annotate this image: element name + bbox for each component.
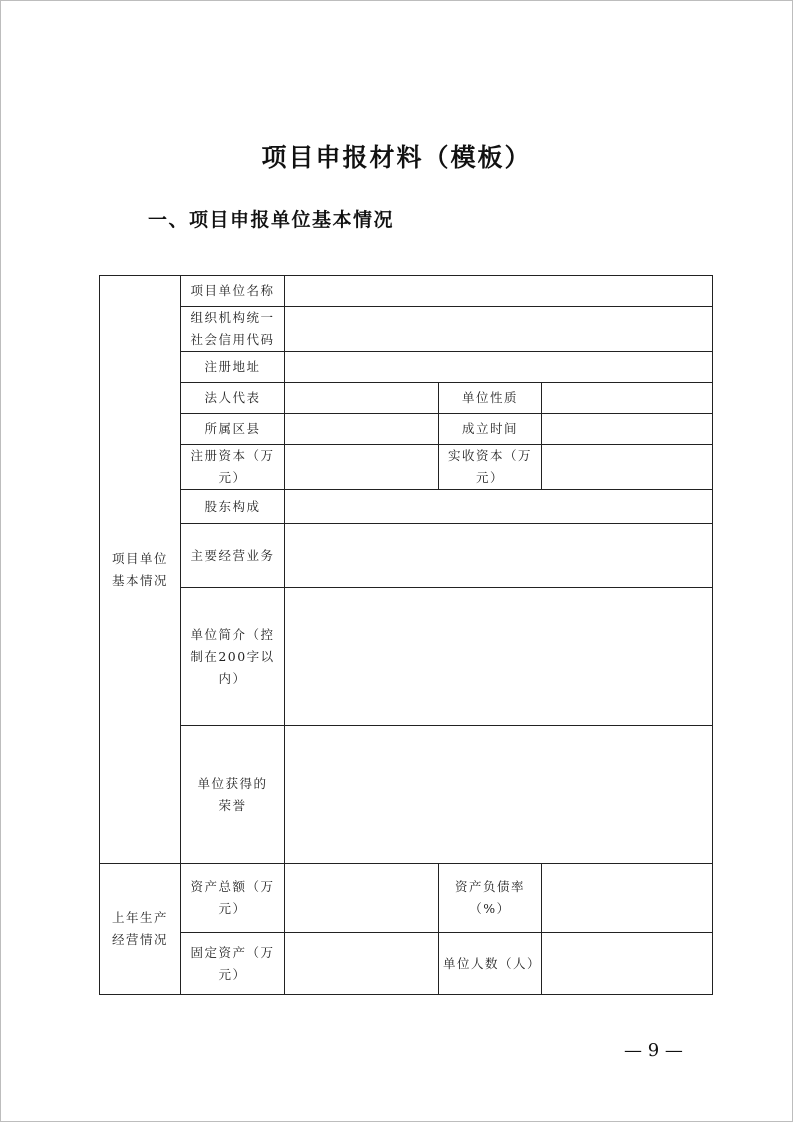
field-paid-capital[interactable] xyxy=(542,445,713,490)
field-unit-type[interactable] xyxy=(542,383,713,414)
label-reg-capital: 注册资本（万元） xyxy=(181,445,285,490)
label-total-assets: 资产总额（万元） xyxy=(181,864,285,933)
table-row xyxy=(100,307,713,352)
application-form-table xyxy=(99,275,713,995)
table-row xyxy=(100,933,713,995)
label-profile: 单位简介（控制在200字以内） xyxy=(181,588,285,726)
field-honors[interactable] xyxy=(285,726,713,864)
label-address: 注册地址 xyxy=(181,352,285,383)
field-legal-rep[interactable] xyxy=(285,383,439,414)
label-credit-code: 组织机构统一社会信用代码 xyxy=(181,307,285,352)
field-district[interactable] xyxy=(285,414,439,445)
label-unit-type: 单位性质 xyxy=(439,383,542,414)
field-unit-name[interactable] xyxy=(285,276,713,307)
page-number: — 9 — xyxy=(624,1040,683,1061)
table-row xyxy=(100,276,713,307)
label-unit-name: 项目单位名称 xyxy=(181,276,285,307)
label-headcount: 单位人数（人） xyxy=(439,933,542,995)
label-shareholders: 股东构成 xyxy=(181,490,285,524)
label-debt-ratio: 资产负债率（%） xyxy=(439,864,542,933)
group-label-prev-year: 上年生产经营情况 xyxy=(100,864,181,995)
table-row xyxy=(100,414,713,445)
label-business: 主要经营业务 xyxy=(181,524,285,588)
table-row xyxy=(100,864,713,933)
label-legal-rep: 法人代表 xyxy=(181,383,285,414)
section-heading: 一、项目申报单位基本情况 xyxy=(148,209,395,231)
field-fixed-assets[interactable] xyxy=(285,933,439,995)
label-paid-capital: 实收资本（万元） xyxy=(439,445,542,490)
field-credit-code[interactable] xyxy=(285,307,713,352)
field-total-assets[interactable] xyxy=(285,864,439,933)
table-row xyxy=(100,726,713,864)
field-shareholders[interactable] xyxy=(285,490,713,524)
field-address[interactable] xyxy=(285,352,713,383)
field-headcount[interactable] xyxy=(542,933,713,995)
field-business[interactable] xyxy=(285,524,713,588)
field-reg-capital[interactable] xyxy=(285,445,439,490)
table-row xyxy=(100,524,713,588)
table-row xyxy=(100,588,713,726)
label-district: 所属区县 xyxy=(181,414,285,445)
group-label-basic: 项目单位基本情况 xyxy=(100,276,181,864)
label-established: 成立时间 xyxy=(439,414,542,445)
table-row xyxy=(100,490,713,524)
table-row xyxy=(100,445,713,490)
label-honors: 单位获得的荣誉 xyxy=(181,726,285,864)
document-title: 项目申报材料（模板） xyxy=(261,143,532,172)
table-row xyxy=(100,352,713,383)
table-row xyxy=(100,383,713,414)
field-established[interactable] xyxy=(542,414,713,445)
field-debt-ratio[interactable] xyxy=(542,864,713,933)
field-profile[interactable] xyxy=(285,588,713,726)
label-fixed-assets: 固定资产（万元） xyxy=(181,933,285,995)
